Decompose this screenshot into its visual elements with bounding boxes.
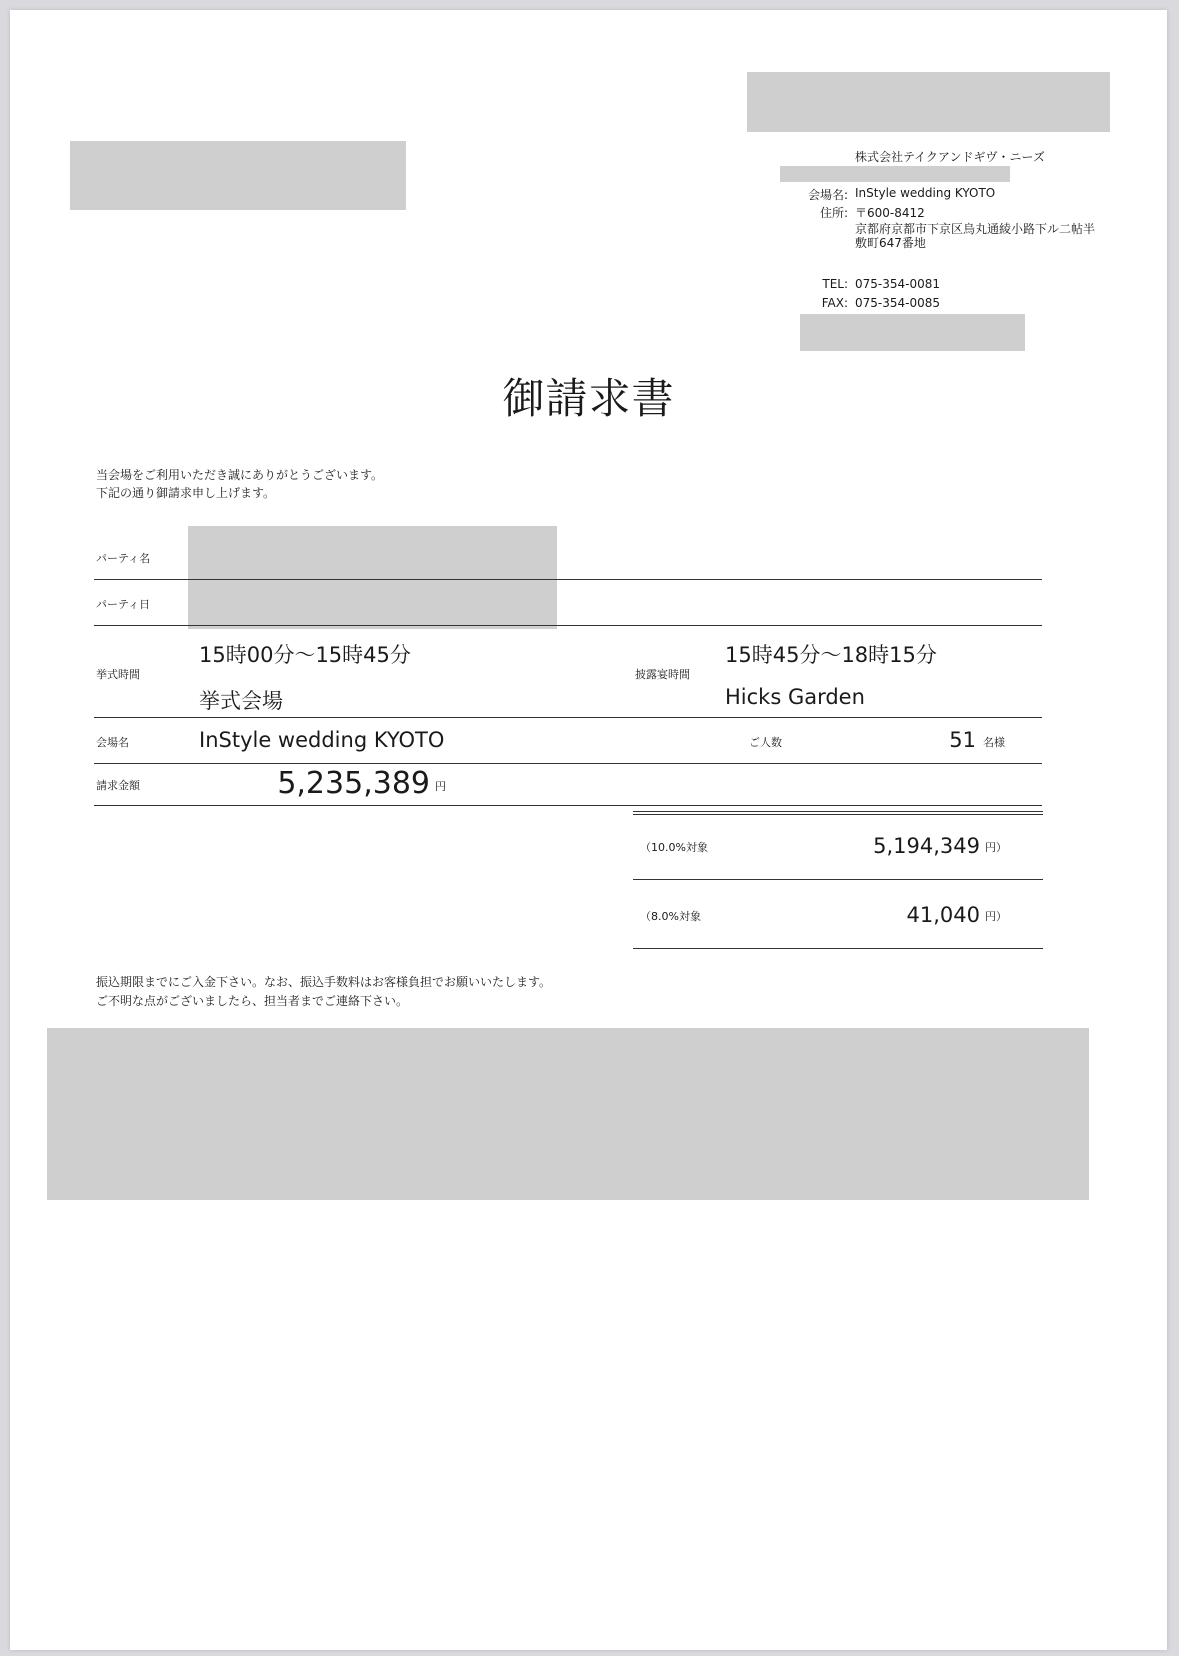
guests-count: 51: [949, 728, 976, 752]
venue-label: 会場名:: [807, 188, 848, 202]
tax-10-unit: 円）: [985, 841, 1007, 854]
redacted-block-stamp: [800, 314, 1025, 351]
reception-place: Hicks Garden: [725, 685, 865, 709]
ceremony-time-label: 挙式時間: [96, 668, 140, 681]
redacted-block-company-sub: [780, 166, 1010, 182]
postal-code: 〒600-8412: [855, 206, 925, 220]
note-line-2: ご不明な点がございましたら、担当者までご連絡下さい。: [96, 994, 409, 1008]
guests-label: ご人数: [749, 736, 782, 749]
greeting-line-2: 下記の通り御請求申し上げます。: [96, 486, 276, 500]
tax-8-label: （8.0%対象: [640, 910, 701, 923]
tax-10-value: 5,194,349: [873, 834, 980, 858]
redacted-block-party: [188, 526, 557, 629]
guests-unit: 名様: [983, 736, 1005, 749]
tax-10-label: （10.0%対象: [640, 841, 708, 854]
row-divider-2: [94, 625, 1042, 626]
ceremony-time: 15時00分～15時45分: [199, 643, 411, 667]
tel-number: 075-354-0081: [855, 277, 941, 291]
invoice-page: [10, 10, 1167, 1650]
company-venue: InStyle wedding KYOTO: [855, 186, 996, 200]
fax-label: FAX:: [821, 296, 848, 310]
amount-label: 請求金額: [96, 779, 140, 792]
address-line-2: 敷町647番地: [855, 236, 926, 250]
amount-unit: 円: [435, 780, 446, 793]
tax-bottom-rule: [633, 948, 1043, 949]
tax-8-value: 41,040: [906, 903, 980, 927]
invoice-amount: 5,235,389: [277, 766, 430, 801]
reception-time: 15時45分～18時15分: [725, 643, 937, 667]
address-label: 住所:: [819, 206, 848, 220]
redacted-block-recipient: [70, 141, 406, 210]
greeting-line-1: 当会場をご利用いただき誠にありがとうございます。: [96, 468, 384, 482]
row-divider-3: [94, 717, 1042, 718]
tax-mid-rule: [633, 879, 1043, 880]
redacted-block-footer: [47, 1028, 1089, 1200]
ceremony-place: 挙式会場: [199, 689, 283, 713]
party-date-label: パーティ日: [96, 598, 151, 611]
tax-8-unit: 円）: [985, 910, 1007, 923]
party-name-label: パーティ名: [96, 552, 151, 565]
row-divider-5: [94, 805, 1042, 806]
document-title: 御請求書: [502, 374, 675, 423]
row-divider-1: [94, 579, 1042, 580]
reception-time-label: 披露宴時間: [635, 668, 690, 681]
note-line-1: 振込期限までにご入金下さい。なお、振込手数料はお客様負担でお願いいたします。: [96, 975, 552, 989]
redacted-block-top-right: [747, 72, 1110, 132]
row-divider-4: [94, 763, 1042, 764]
address-line-1: 京都府京都市下京区烏丸通綾小路下ル二帖半: [855, 222, 1096, 236]
tax-top-rule-1: [633, 811, 1043, 812]
fax-number: 075-354-0085: [855, 296, 941, 310]
venue-name: InStyle wedding KYOTO: [199, 728, 445, 752]
tel-label: TEL:: [822, 277, 848, 291]
company-name: 株式会社テイクアンドギヴ・ニーズ: [855, 150, 1045, 164]
tax-top-rule-2: [633, 814, 1043, 815]
venue-row-label: 会場名: [96, 736, 129, 749]
